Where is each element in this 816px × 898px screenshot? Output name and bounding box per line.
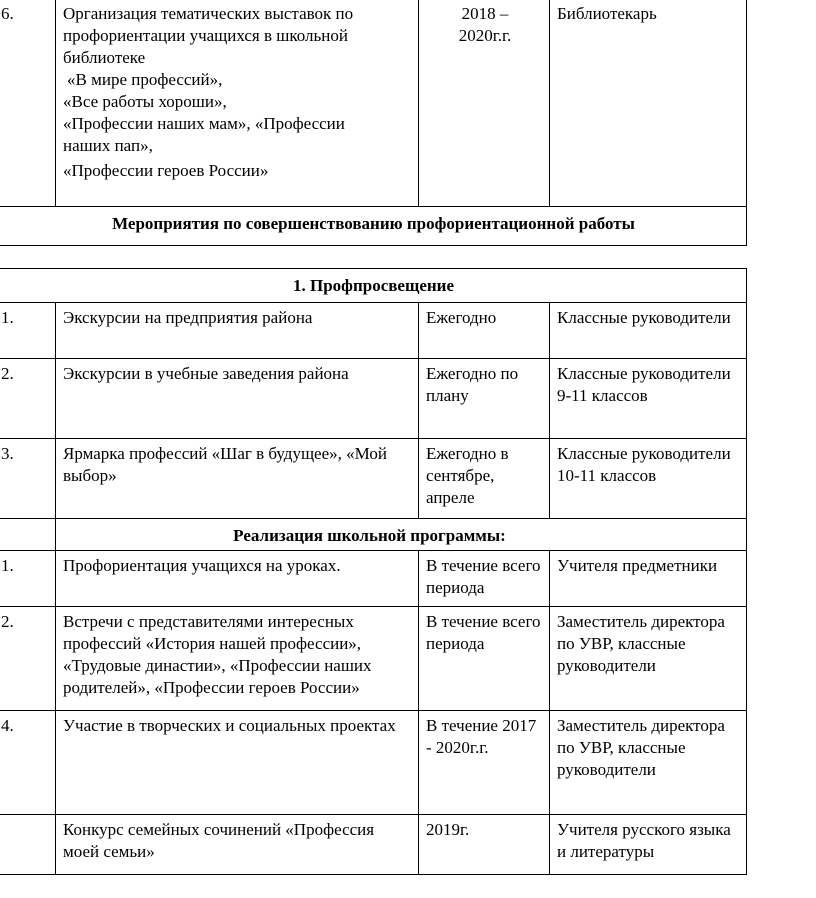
- event-cell: [56, 0, 419, 207]
- event-line: «Все работы хороши»,: [63, 92, 227, 111]
- date-cell: В течение 2017 - 2020г.г.: [419, 711, 550, 815]
- event-cell: Встречи с представителями интересных профессий «История нашей профессии», «Трудовые династии», «Профессии наших родителей», «Профессии героев России»: [56, 607, 419, 711]
- section-row: [0, 519, 747, 551]
- table-row: [0, 303, 747, 359]
- event-line: «Профессии наших мам», «Профессии: [63, 114, 345, 133]
- event-line: Организация тематических выставок по: [63, 4, 354, 23]
- date-cell: [419, 0, 550, 207]
- event-line: библиотеке: [63, 48, 146, 67]
- event-line: профориентации учащихся в школьной: [63, 26, 348, 45]
- event-line: «В мире профессий»,: [67, 70, 223, 89]
- date-cell: В течение всего периода: [419, 607, 550, 711]
- responsible-cell: Учителя русского языка и литературы: [550, 815, 747, 875]
- table-row: [0, 607, 747, 711]
- event-line: наших пап»,: [63, 136, 153, 155]
- responsible-cell: Классные руководители 9-11 классов: [550, 359, 747, 439]
- responsible-cell: Библиотекарь: [550, 0, 747, 207]
- event-cell: Профориентация учащихся на уроках.: [56, 551, 419, 607]
- table-row: [0, 815, 747, 875]
- table-row: [0, 439, 747, 519]
- responsible-cell: Заместитель директора по УВР, классные руководители: [550, 711, 747, 815]
- table-row: [0, 0, 747, 207]
- empty-cell: [0, 519, 56, 551]
- plan-table-main: [0, 268, 747, 875]
- row-number: [0, 815, 56, 875]
- row-number: 2.: [0, 359, 56, 439]
- responsible-cell: Учителя предметники: [550, 551, 747, 607]
- row-number: 1.: [0, 303, 56, 359]
- date-cell: Ежегодно: [419, 303, 550, 359]
- event-cell: Участие в творческих и социальных проектах: [56, 711, 419, 815]
- row-number: 1.: [0, 551, 56, 607]
- table-row: [0, 551, 747, 607]
- table-row: [0, 359, 747, 439]
- date-line: 2018 –: [461, 4, 509, 23]
- section-title: 1. Профпросвещение: [0, 269, 747, 303]
- section-title: Мероприятия по совершенствованию профориентационной работы: [0, 207, 747, 246]
- event-cell: Ярмарка профессий «Шаг в будущее», «Мой выбор»: [56, 439, 419, 519]
- row-number: 2.: [0, 607, 56, 711]
- date-cell: В течение всего периода: [419, 551, 550, 607]
- plan-table-top: [0, 0, 747, 246]
- row-number: 3.: [0, 439, 56, 519]
- section-row: [0, 269, 747, 303]
- event-cell: Экскурсии в учебные заведения района: [56, 359, 419, 439]
- responsible-cell: Классные руководители 10-11 классов: [550, 439, 747, 519]
- event-cell: Экскурсии на предприятия района: [56, 303, 419, 359]
- responsible-cell: Классные руководители: [550, 303, 747, 359]
- date-cell: Ежегодно по плану: [419, 359, 550, 439]
- date-cell: Ежегодно в сентябре, апреле: [419, 439, 550, 519]
- row-number: 4.: [0, 711, 56, 815]
- responsible-cell: Заместитель директора по УВР, классные руководители: [550, 607, 747, 711]
- section-title: Реализация школьной программы:: [56, 519, 747, 551]
- date-line: 2020г.г.: [458, 26, 512, 45]
- event-cell: Конкурс семейных сочинений «Профессия моей семьи»: [56, 815, 419, 875]
- event-line: «Профессии героев России»: [63, 161, 269, 180]
- section-row: [0, 207, 747, 246]
- date-cell: 2019г.: [419, 815, 550, 875]
- table-row: [0, 711, 747, 815]
- row-number: 6.: [0, 0, 56, 207]
